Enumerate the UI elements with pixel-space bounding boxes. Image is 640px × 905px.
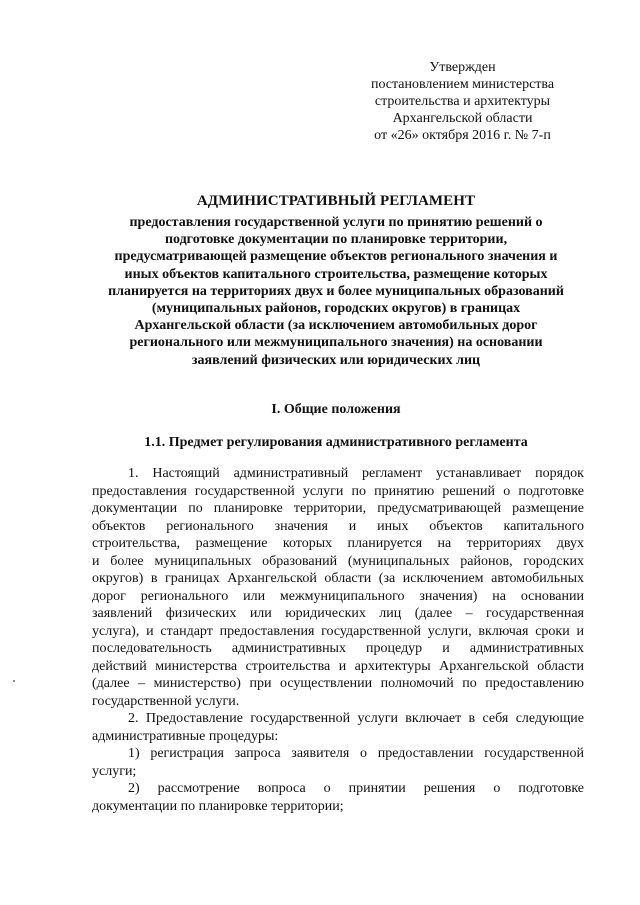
paragraph-line: предоставления государственной услуги по принятию решений о подготовке — [92, 483, 584, 499]
paragraph-line: 2. Предоставление государственной услуги включает в себя следующие — [128, 711, 584, 726]
paragraph-line: услуга), и стандарт предоставления государственной услуги, включая сроки и — [92, 623, 584, 639]
paragraph-line: 1) регистрация запроса заявителя о предоставлении государственной — [128, 746, 584, 761]
paragraph-line: услуги; — [92, 763, 137, 779]
approval-line: Архангельской области — [392, 111, 533, 126]
paragraph-line: дорог регионального или межмуниципального значения) на основании — [92, 588, 584, 604]
paragraph-line: строительства, размещение которых планируется на территориях двух — [92, 536, 584, 551]
paragraph-line: и более муниципальных образований (муниципальных районов, городских — [92, 553, 584, 569]
scan-speck — [13, 680, 15, 682]
subtitle-line: предоставления государственной услуги по принятию решений о — [129, 215, 543, 230]
paragraph-line: действий министерства строительства и архитектуры Архангельской области — [92, 658, 584, 674]
paragraph-line: объектов регионального значения и иных объектов капитального — [92, 518, 584, 534]
paragraph-line: заявлений физических или юридических лиц (далее – государственная — [92, 606, 584, 621]
body-text — [92, 465, 584, 815]
subtitle-line: заявлений физических или юридических лиц — [191, 352, 481, 368]
paragraph-line: последовательность административных процедур и административных — [92, 641, 584, 656]
document-subtitle — [96, 214, 576, 369]
subtitle-line: подготовке документации по планировке территории, — [164, 232, 508, 248]
paragraph-line: округов) в границах Архангельской области (за исключением автомобильных — [92, 571, 584, 586]
paragraph-line: (далее – министерство) при осуществлении полномочий по предоставлению — [92, 676, 584, 691]
approval-stamp — [340, 59, 585, 144]
subtitle-line: Архангельской области (за исключением автомобильных дорог — [134, 318, 538, 334]
subtitle-line: (муниципальных районов, городских округов) в границах — [151, 301, 521, 317]
subtitle-line: регионального или межмуниципального значения) на основании — [129, 335, 543, 351]
paragraph-line: государственной услуги. — [92, 693, 240, 709]
subsection-heading: 1.1. Предмет регулирования административного регламента — [144, 435, 528, 450]
paragraph-line: административные процедуры: — [92, 728, 279, 744]
approval-line: от «26» октября 2016 г. № 7-п — [374, 128, 551, 143]
document-title: АДМИНИСТРАТИВНЫЙ РЕГЛАМЕНТ — [196, 193, 476, 209]
subtitle-line: планируется на территориях двух и более муниципальных образований — [108, 283, 564, 299]
paragraph-line: документации по планировке территории, предусматривающей размещение — [92, 501, 584, 516]
approval-line: строительства и архитектуры — [374, 94, 551, 109]
subtitle-line: иных объектов капитального строительства, размещение которых — [124, 266, 548, 282]
approval-line: Утвержден — [429, 60, 496, 75]
paragraph-line: 2) рассмотрение вопроса о принятии решения о подготовке — [128, 781, 584, 796]
paragraph-line: документации по планировке территории; — [92, 798, 344, 814]
subtitle-line: предусматривающей размещение объектов регионального значения и — [114, 249, 558, 265]
section-heading: I. Общие положения — [271, 402, 401, 417]
paragraph-line: 1. Настоящий административный регламент устанавливает порядок — [128, 466, 584, 481]
approval-line: постановлением министерства — [370, 77, 555, 92]
